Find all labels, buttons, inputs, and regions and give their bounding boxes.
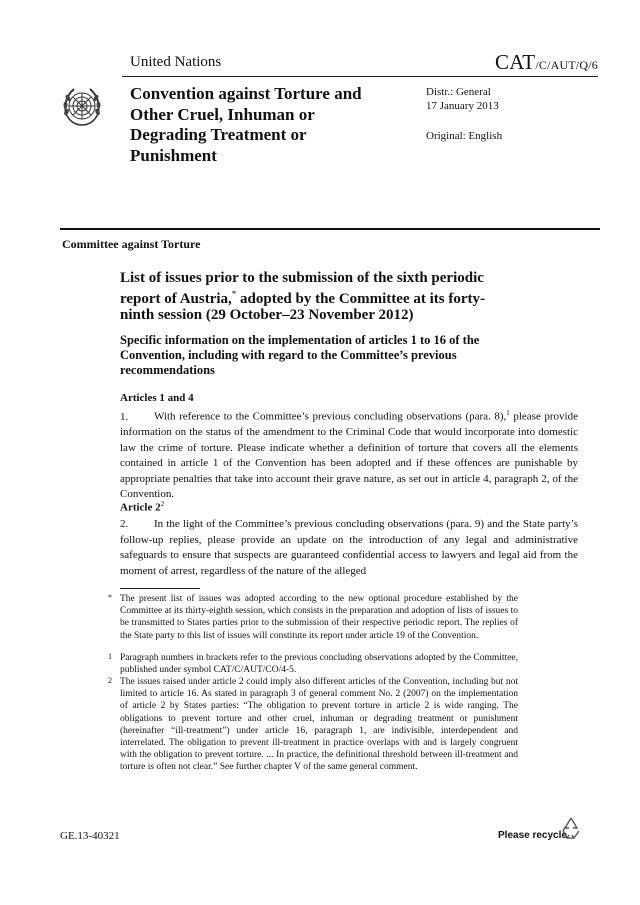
distribution-type: Distr.: General xyxy=(426,86,491,98)
footnote-ref-2[interactable]: 2 xyxy=(160,500,165,508)
footnote-1 xyxy=(108,652,518,676)
footnote-2 xyxy=(108,676,518,774)
symbol-main: CAT xyxy=(495,50,536,74)
footnote-text: The issues raised under article 2 could imply also different articles of the Convention, including but not limited to article 16. As stated in paragraph 3 of general comment No. 2 (2007) on the implementation of article 2 by States parties: “The obligation to prevent torture in article 2 is wide ranging. The obligations to prevent torture and other cruel, inhuman or degrading treatment or punishment (hereinafter “ill-treatment”) under article 16, paragraph 1, are indivisible, interdependent and interrelated. The obligation to prevent ill-treatment in practice overlaps with and is largely congruent with the obligation to prevent torture. ... In practice, the definitional threshold between ill-treatment and torture is often not clear.” See further chapter V of the same general comment. xyxy=(120,677,518,773)
footnote-ref-star[interactable]: * xyxy=(231,289,237,299)
title-rule xyxy=(60,228,600,230)
distribution-date: 17 January 2013 xyxy=(426,100,499,112)
footnote-mark: * xyxy=(108,593,112,602)
document-title-rest: adopted by the Committee at its forty-ninth session (29 October–23 November 2012) xyxy=(120,291,485,323)
symbol-suffix: /C/AUT/Q/6 xyxy=(535,58,598,72)
job-number: GE.13-40321 xyxy=(60,830,120,842)
document-symbol xyxy=(495,50,598,75)
paragraph-text: In the light of the Committee’s previous concluding observations (para. 9) and the State party’s follow-up replies, please provide an update on the introduction of any legal and administrative safeguards to ensure that suspects are guaranteed confidential access to lawyers and legal aid from the moment of arrest, regardless of the nature of the alleged xyxy=(120,518,578,577)
section-title: Specific information on the implementation of articles 1 to 16 of the Convention, including with regard to the Committee’s previous recommendations xyxy=(120,333,480,377)
heading-article-2-text: Article 2 xyxy=(120,501,161,514)
recycle-icon xyxy=(558,815,584,841)
footnote-separator xyxy=(120,588,200,589)
footnote-text: The present list of issues was adopted according to the new optional procedure established by the Committee at its thirty-eighth session, which consists in the preparation and adoption of lists of issues to be transmitted to States parties prior to the submission of their respective periodic report. The replies of the State party to this list of issues will constitute its report under article 19 of the Convention. xyxy=(120,594,518,641)
header-rule xyxy=(122,76,598,77)
paragraph-2 xyxy=(120,517,578,579)
committee-name: Committee against Torture xyxy=(62,237,201,251)
distribution-block xyxy=(426,85,499,113)
footnote-star xyxy=(108,593,518,642)
document-title-text: List of issues prior to the submission of the sixth periodic report of Austria, xyxy=(120,270,484,307)
heading-articles-1-4: Articles 1 and 4 xyxy=(120,392,194,404)
organization-name: United Nations xyxy=(130,54,222,70)
paragraph-text-cont: please provide information on the status of the amendment to the Criminal Code that would incorporate into domestic law the crime of torture. Please indicate whether a definition of torture that covers all the elements contained in article 1 of the Convention has been adopted and if these offences are punishable by appropriate penalties that take into account their grave nature, as set out in article 4, paragraph 2, of the Convention. xyxy=(120,410,578,501)
convention-title: Convention against Torture and Other Cruel, Inhuman or Degrading Treatment or Punishment xyxy=(130,84,362,165)
paragraph-number: 1. xyxy=(120,410,129,423)
footnote-ref-1[interactable]: 1 xyxy=(506,409,510,417)
un-emblem-icon xyxy=(60,84,104,128)
document-title xyxy=(120,270,500,323)
footnote-mark: 2 xyxy=(108,676,112,685)
heading-article-2 xyxy=(120,500,164,514)
footnote-mark: 1 xyxy=(108,652,112,661)
original-language: Original: English xyxy=(426,130,503,142)
paragraph-number: 2. xyxy=(120,518,129,530)
paragraph-text: With reference to the Committee’s previous concluding observations (para. 8), xyxy=(154,410,507,423)
paragraph-1 xyxy=(120,406,578,503)
footnote-text: Paragraph numbers in brackets refer to the previous concluding observations adopted by the Committee, published under symbol CAT/C/AUT/CO/4-5. xyxy=(120,653,518,676)
recycle-label: Please recycle xyxy=(498,830,567,841)
